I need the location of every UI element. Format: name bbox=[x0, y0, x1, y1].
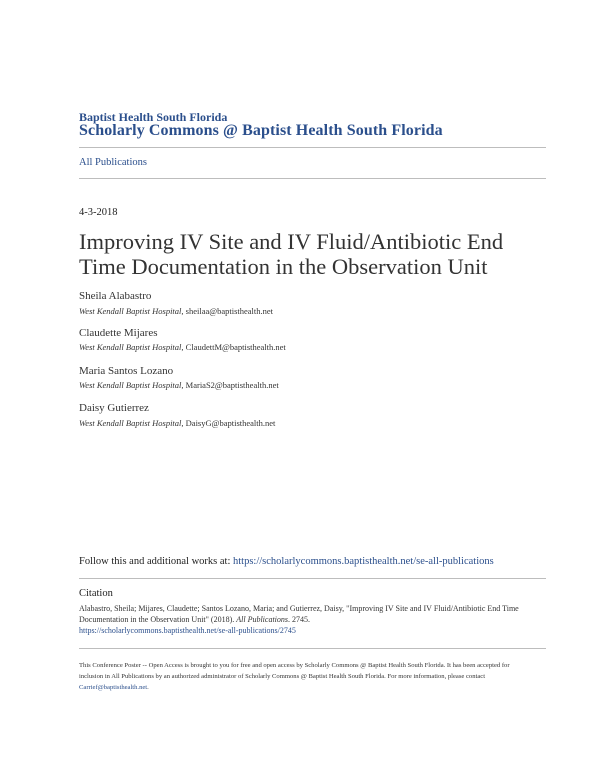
divider bbox=[79, 147, 546, 148]
notice-text: This Conference Poster -- Open Access is brought to you for free and open access by Scholarly Commons @ Baptist Health South Florida. It has been accepted for inclusion in All Publications by an authorized administrator of Scholarly Commons @ Baptist Health South Florida. For more information, please contact bbox=[79, 662, 510, 680]
repository-link[interactable]: Scholarly Commons @ Baptist Health South Florida bbox=[79, 122, 443, 139]
contact-email-link[interactable]: Carrief@baptisthealth.net bbox=[79, 684, 148, 691]
publication-date: 4-3-2018 bbox=[79, 207, 118, 218]
affiliation-institution: West Kendall Baptist Hospital bbox=[79, 342, 182, 352]
divider bbox=[79, 648, 546, 649]
citation-text bbox=[79, 603, 529, 636]
citation-link[interactable]: https://scholarlycommons.baptisthealth.net/se-all-publications/2745 bbox=[79, 626, 296, 635]
author-affiliation: West Kendall Baptist Hospital, ClaudettM@baptisthealth.net bbox=[79, 342, 286, 352]
author-name: Maria Santos Lozano bbox=[79, 365, 174, 377]
author-name: Claudette Mijares bbox=[79, 327, 158, 339]
author-email: ClaudettM@baptisthealth.net bbox=[185, 342, 286, 352]
institution-link[interactable]: Baptist Health South Florida bbox=[79, 110, 228, 124]
affiliation-institution: West Kendall Baptist Hospital bbox=[79, 306, 182, 316]
notice-end: . bbox=[147, 684, 149, 691]
author-affiliation: West Kendall Baptist Hospital, sheilaa@baptisthealth.net bbox=[79, 306, 274, 316]
affiliation-institution: West Kendall Baptist Hospital bbox=[79, 380, 182, 390]
author-name: Sheila Alabastro bbox=[79, 290, 152, 302]
citation-publication: All Publications bbox=[236, 615, 289, 624]
citation-heading: Citation bbox=[79, 588, 113, 599]
affiliation-institution: West Kendall Baptist Hospital bbox=[79, 418, 182, 428]
author-affiliation: West Kendall Baptist Hospital, DaisyG@baptisthealth.net bbox=[79, 418, 276, 428]
follow-text: Follow this and additional works at: bbox=[79, 556, 233, 567]
author-email: DaisyG@baptisthealth.net bbox=[185, 418, 276, 428]
document-title: Improving IV Site and IV Fluid/Antibiotic End Time Documentation in the Observation Unit bbox=[79, 229, 504, 279]
divider bbox=[79, 578, 546, 579]
follow-link[interactable]: https://scholarlycommons.baptisthealth.net/se-all-publications bbox=[233, 556, 494, 567]
follow-line bbox=[79, 556, 494, 567]
divider bbox=[79, 178, 546, 179]
author-affiliation: West Kendall Baptist Hospital, MariaS2@baptisthealth.net bbox=[79, 380, 279, 390]
all-publications-link[interactable]: All Publications bbox=[79, 157, 147, 168]
author-email: sheilaa@baptisthealth.net bbox=[185, 306, 274, 316]
access-notice bbox=[79, 660, 529, 693]
citation-number: . 2745. bbox=[288, 615, 311, 624]
author-email: MariaS2@baptisthealth.net bbox=[185, 380, 279, 390]
citation-body: Alabastro, Sheila; Mijares, Claudette; Santos Lozano, Maria; and Gutierrez, Daisy, "Improving IV Site and IV Fluid/Antibiotic End Time Documentation in the Observation Unit" (2018). bbox=[79, 604, 519, 624]
author-name: Daisy Gutierrez bbox=[79, 402, 149, 414]
